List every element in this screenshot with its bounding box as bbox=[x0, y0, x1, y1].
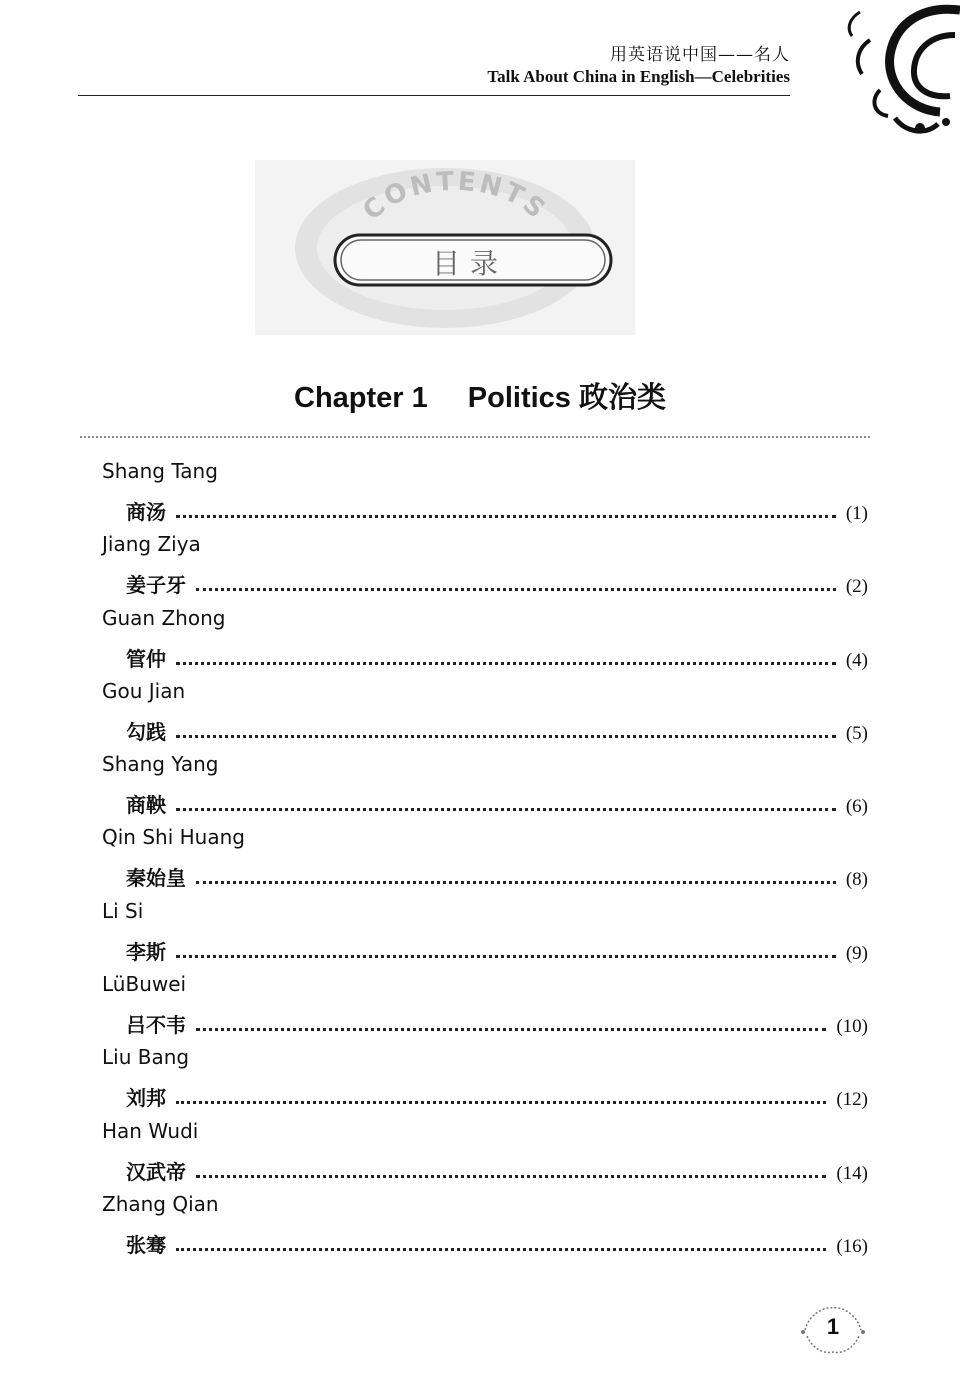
toc-entry bbox=[0, 821, 960, 894]
toc-entry-line bbox=[126, 717, 868, 745]
toc-entry-chinese: 勾践 bbox=[126, 719, 166, 744]
toc-entry-english: Shang Yang bbox=[102, 752, 219, 777]
toc-entry-english: Gou Jian bbox=[102, 678, 186, 703]
toc-entry-chinese: 管仲 bbox=[126, 646, 166, 671]
toc-entry-chinese: 李斯 bbox=[126, 939, 166, 964]
toc-entry-page: (10) bbox=[836, 1016, 868, 1038]
toc-entry-english: Han Wudi bbox=[102, 1118, 199, 1143]
toc-entry-english: Liu Bang bbox=[102, 1045, 190, 1070]
leader-dots bbox=[176, 735, 836, 738]
page-number: 1 bbox=[826, 1314, 840, 1339]
toc-entry-english: Guan Zhong bbox=[102, 605, 226, 630]
leader-dots bbox=[196, 881, 836, 884]
toc-entry-english: Jiang Ziya bbox=[102, 532, 201, 557]
toc-entry bbox=[0, 528, 960, 601]
toc-entry-chinese: 商汤 bbox=[126, 500, 166, 524]
toc-entry-chinese: 姜子牙 bbox=[126, 573, 186, 598]
toc-entry-page: (12) bbox=[836, 1089, 868, 1111]
leader-dots bbox=[176, 808, 836, 811]
toc-entry-english: Li Si bbox=[102, 898, 144, 923]
toc-entry-chinese: 刘邦 bbox=[126, 1086, 166, 1111]
toc-entry-line bbox=[126, 644, 868, 672]
toc-entry bbox=[0, 968, 960, 1041]
leader-dots bbox=[196, 1028, 826, 1031]
toc-entry-line bbox=[126, 937, 868, 965]
leader-dots bbox=[176, 515, 836, 518]
toc-entry-page: (16) bbox=[836, 1235, 868, 1257]
toc-entry-line bbox=[126, 1157, 868, 1185]
toc-entry-page: (5) bbox=[845, 722, 868, 744]
toc-entry bbox=[0, 1041, 960, 1114]
toc-entry-line bbox=[126, 570, 868, 598]
running-head-title-en: Talk About China in English—Celebrities bbox=[487, 67, 790, 86]
dragon-ornament-icon bbox=[810, 0, 960, 145]
toc-entry-page: (8) bbox=[845, 869, 868, 891]
toc-entry-line bbox=[126, 863, 868, 891]
toc-entry-page: (4) bbox=[845, 649, 868, 671]
toc-entry bbox=[0, 455, 960, 528]
toc-entry bbox=[0, 895, 960, 968]
toc-entry-page: (14) bbox=[836, 1162, 868, 1184]
toc-entry-page: (1) bbox=[845, 503, 868, 524]
running-head bbox=[487, 44, 790, 88]
contents-title: 目录 bbox=[431, 247, 508, 280]
toc-entry-line bbox=[126, 1010, 868, 1038]
toc-list bbox=[0, 455, 960, 1261]
contents-arc-text: CONTENTS bbox=[357, 166, 553, 227]
toc-entry-english: Zhang Qian bbox=[102, 1191, 219, 1216]
leader-dots bbox=[196, 588, 836, 591]
toc-entry-page: (6) bbox=[845, 796, 868, 818]
toc-entry-page: (9) bbox=[845, 942, 868, 964]
toc-entry bbox=[0, 1188, 960, 1261]
toc-entry bbox=[0, 675, 960, 748]
leader-dots bbox=[176, 955, 836, 958]
leader-dots bbox=[176, 662, 836, 665]
toc-entry-page: (2) bbox=[845, 576, 868, 598]
leader-dots bbox=[176, 1248, 826, 1251]
toc-entry-chinese: 秦始皇 bbox=[126, 866, 186, 891]
header-rule bbox=[78, 95, 790, 96]
toc-entry-chinese: 张骞 bbox=[126, 1232, 166, 1257]
toc-entry bbox=[0, 748, 960, 821]
toc-entry-line bbox=[126, 1230, 868, 1258]
leader-dots bbox=[196, 1175, 826, 1178]
chapter-divider bbox=[80, 436, 870, 438]
chapter-heading bbox=[0, 375, 960, 416]
toc-entry-chinese: 吕不韦 bbox=[126, 1013, 186, 1038]
chapter-name: Politics 政治类 bbox=[467, 382, 666, 414]
leader-dots bbox=[176, 1101, 826, 1104]
toc-entry-chinese: 商鞅 bbox=[126, 793, 166, 818]
toc-entry-english: Shang Tang bbox=[102, 459, 218, 483]
toc-entry-line bbox=[126, 790, 868, 818]
chapter-label: Chapter 1 bbox=[294, 382, 428, 414]
toc-entry-line bbox=[126, 1083, 868, 1111]
toc-entry bbox=[0, 1115, 960, 1188]
toc-entry-english: LüBuwei bbox=[102, 972, 187, 997]
toc-entry-english: Qin Shi Huang bbox=[102, 825, 245, 850]
running-head-title-zh: 用英语说中国——名人 bbox=[610, 45, 790, 65]
toc-entry-line bbox=[126, 497, 868, 525]
toc-entry bbox=[0, 602, 960, 675]
toc-entry-chinese: 汉武帝 bbox=[126, 1159, 186, 1184]
